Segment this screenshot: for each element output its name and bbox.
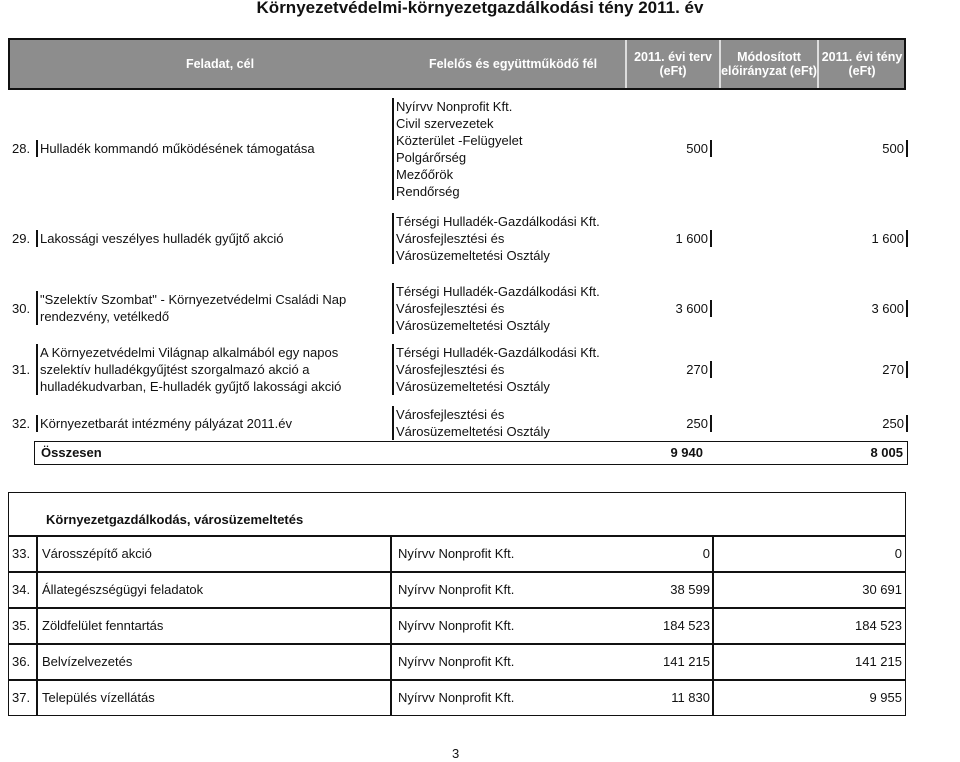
header-responsible: Felelős és együttműködő fél bbox=[428, 57, 598, 71]
responsible-text: Városüzemeltetési Osztály bbox=[396, 247, 550, 263]
responsible-text: Civil szervezetek bbox=[396, 116, 494, 131]
row-border bbox=[906, 300, 908, 317]
responsible-text: Nyírvv Nonprofit Kft. bbox=[398, 582, 515, 597]
row-border bbox=[392, 283, 394, 334]
row-number: 34. bbox=[12, 582, 31, 597]
plan-value: 11 830 bbox=[671, 690, 710, 705]
responsible-text: Nyírvv Nonprofit Kft. bbox=[398, 546, 515, 561]
table-row bbox=[8, 644, 906, 680]
plan-value: 250 bbox=[686, 415, 708, 431]
page-number: 3 bbox=[452, 746, 460, 761]
task-text: A Környezetvédelmi Világnap alkalmából egy napos bbox=[40, 344, 339, 360]
col-divider bbox=[712, 608, 714, 644]
actual-value: 184 523 bbox=[855, 618, 902, 633]
plan-value: 500 bbox=[686, 140, 708, 156]
total-row bbox=[34, 441, 908, 465]
col-divider bbox=[36, 572, 38, 608]
responsible-text: Mezőőrök bbox=[396, 167, 454, 182]
task-text: rendezvény, vetélkedő bbox=[40, 309, 170, 324]
responsible-text: Rendőrség bbox=[396, 184, 460, 199]
plan-value: 141 215 bbox=[663, 654, 710, 669]
col-divider bbox=[712, 572, 714, 608]
col-divider bbox=[36, 680, 38, 716]
actual-value: 9 955 bbox=[869, 690, 902, 705]
table-row bbox=[0, 208, 960, 268]
responsible-text: Térségi Hulladék-Gazdálkodási Kft. bbox=[396, 344, 600, 360]
task-text: Település vízellátás bbox=[42, 690, 155, 705]
col-divider bbox=[712, 680, 714, 716]
row-number: 32. bbox=[12, 415, 31, 431]
col-divider bbox=[712, 536, 714, 572]
task-text: hulladékudvarban, E-hulladék gyűjtő lakossági akció bbox=[40, 378, 342, 394]
table-header bbox=[8, 38, 906, 90]
table-row bbox=[8, 572, 906, 608]
row-number: 31. bbox=[12, 361, 31, 377]
task-text: Városszépítő akció bbox=[42, 546, 152, 561]
task-text: Zöldfelület fenntartás bbox=[42, 618, 164, 633]
responsible-text: Polgárőrség bbox=[396, 150, 467, 165]
responsible-text: Közterület -Felügyelet bbox=[396, 133, 523, 148]
row-border bbox=[36, 291, 38, 325]
actual-value: 3 600 bbox=[871, 300, 904, 316]
responsible-text: Városfejlesztési és bbox=[396, 230, 505, 246]
header-divider bbox=[817, 40, 819, 88]
row-number: 36. bbox=[12, 654, 31, 669]
col-divider bbox=[36, 536, 38, 572]
table-row bbox=[8, 680, 906, 716]
actual-value: 270 bbox=[882, 361, 904, 377]
row-border bbox=[392, 98, 394, 200]
responsible-text: Városüzemeltetési Osztály bbox=[396, 424, 550, 439]
row-border bbox=[710, 300, 712, 317]
responsible-text: Térségi Hulladék-Gazdálkodási Kft. bbox=[396, 213, 600, 229]
header-modified: Módosított előirányzat (eFt) bbox=[721, 50, 817, 78]
header-actual: 2011. évi tény (eFt) bbox=[821, 50, 903, 78]
responsible-text: Városfejlesztési és bbox=[396, 300, 505, 316]
plan-value: 3 600 bbox=[675, 300, 708, 316]
row-border bbox=[36, 230, 38, 247]
col-divider bbox=[390, 680, 392, 716]
table-row bbox=[0, 278, 960, 338]
row-border bbox=[392, 344, 394, 395]
col-divider bbox=[36, 644, 38, 680]
responsible-text: Városüzemeltetési Osztály bbox=[396, 317, 550, 333]
plan-value: 0 bbox=[702, 546, 710, 561]
row-number: 29. bbox=[12, 230, 31, 246]
row-border bbox=[710, 140, 712, 157]
row-number: 30. bbox=[12, 300, 31, 316]
section-2-title: Környezetgazdálkodás, városüzemeltetés bbox=[46, 512, 304, 527]
row-border bbox=[906, 415, 908, 432]
task-text: szelektív hulladékgyűjtést szorgalmazó akció a bbox=[40, 361, 310, 377]
total-actual: 8 005 bbox=[870, 445, 903, 460]
task-text: Belvízelvezetés bbox=[42, 654, 133, 669]
responsible-text: Nyírvv Nonprofit Kft. bbox=[398, 618, 515, 633]
header-divider bbox=[625, 40, 627, 88]
col-divider bbox=[390, 536, 392, 572]
col-divider bbox=[390, 608, 392, 644]
table-row bbox=[0, 406, 960, 440]
row-border bbox=[710, 361, 712, 378]
responsible-text: Nyírvv Nonprofit Kft. bbox=[396, 99, 513, 114]
row-number: 28. bbox=[12, 140, 31, 156]
row-border bbox=[36, 415, 38, 432]
row-border bbox=[392, 406, 394, 440]
plan-value: 270 bbox=[686, 361, 708, 377]
task-text: Lakossági veszélyes hulladék gyűjtő akció bbox=[40, 230, 284, 246]
responsible-text: Nyírvv Nonprofit Kft. bbox=[398, 654, 515, 669]
actual-value: 1 600 bbox=[871, 230, 904, 246]
row-border bbox=[392, 213, 394, 264]
header-plan: 2011. évi terv (eFt) bbox=[634, 50, 712, 78]
row-number: 33. bbox=[12, 546, 31, 561]
document-title: Környezetvédelmi-környezetgazdálkodási tény 2011. év bbox=[256, 0, 704, 17]
row-number: 35. bbox=[12, 618, 31, 633]
actual-value: 141 215 bbox=[855, 654, 902, 669]
responsible-text: Nyírvv Nonprofit Kft. bbox=[398, 690, 515, 705]
total-label: Összesen bbox=[41, 445, 102, 460]
task-text: Állategészségügyi feladatok bbox=[42, 582, 204, 597]
row-border bbox=[710, 415, 712, 432]
row-border bbox=[710, 230, 712, 247]
responsible-text: Városfejlesztési és bbox=[396, 361, 505, 377]
table-row bbox=[8, 608, 906, 644]
actual-value: 0 bbox=[894, 546, 902, 561]
row-border bbox=[906, 230, 908, 247]
task-text: Hulladék kommandó működésének támogatása bbox=[40, 140, 315, 156]
responsible-text: Városüzemeltetési Osztály bbox=[396, 378, 550, 394]
row-border bbox=[906, 361, 908, 378]
row-border bbox=[36, 344, 38, 395]
header-divider bbox=[719, 40, 721, 88]
row-border bbox=[36, 140, 38, 157]
plan-value: 184 523 bbox=[663, 618, 710, 633]
row-border bbox=[906, 140, 908, 157]
col-divider bbox=[390, 644, 392, 680]
header-task: Feladat, cél bbox=[185, 57, 255, 71]
task-text: Környezetbarát intézmény pályázat 2011.év bbox=[40, 415, 292, 431]
col-divider bbox=[712, 644, 714, 680]
table-row bbox=[0, 98, 960, 198]
col-divider bbox=[390, 572, 392, 608]
actual-value: 250 bbox=[882, 415, 904, 431]
task-text: "Szelektív Szombat" - Környezetvédelmi Családi Nap bbox=[40, 292, 347, 307]
col-divider bbox=[36, 608, 38, 644]
plan-value: 38 599 bbox=[670, 582, 710, 597]
row-number: 37. bbox=[12, 690, 31, 705]
total-plan: 9 940 bbox=[670, 445, 703, 460]
actual-value: 30 691 bbox=[862, 582, 902, 597]
responsible-text: Városfejlesztési és bbox=[396, 407, 505, 422]
actual-value: 500 bbox=[882, 140, 904, 156]
table-row bbox=[8, 536, 906, 572]
responsible-text: Térségi Hulladék-Gazdálkodási Kft. bbox=[396, 283, 600, 299]
table-row bbox=[0, 342, 960, 396]
plan-value: 1 600 bbox=[675, 230, 708, 246]
